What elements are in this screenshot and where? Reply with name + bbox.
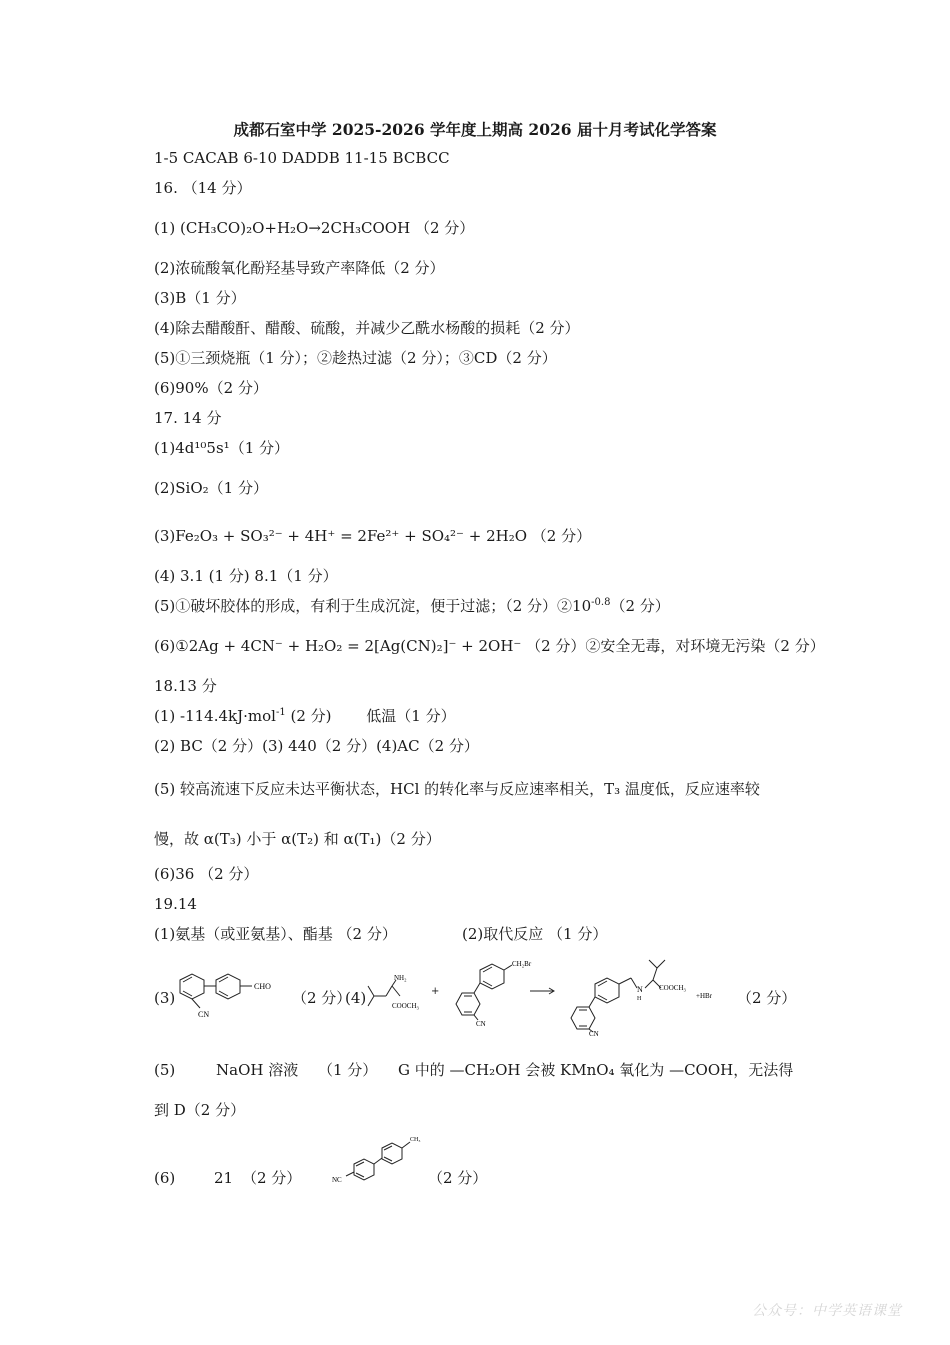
q19-part5-score1: （1 分）	[318, 1061, 378, 1079]
q19-part4-reactant1	[366, 972, 434, 1016]
q18-part6: (6)36 （2 分）	[154, 865, 259, 883]
q19-part4-score: （2 分）	[737, 989, 797, 1007]
q18-part1-extra: 低温（1 分）	[366, 707, 456, 725]
q18-part1-text: (1) -114.4kJ·mol	[154, 707, 276, 725]
q17-part5	[154, 596, 670, 616]
q16-part6: (6)90%（2 分）	[154, 379, 268, 397]
q17-part2-value: SiO₂	[175, 479, 209, 497]
q17-part5-score: （2 分）	[610, 597, 670, 615]
q18-part5-line2: 慢，故 α(T₃) 小于 α(T₂) 和 α(T₁)（2 分）	[154, 830, 441, 848]
q19-part6-score2: （2 分）	[428, 1169, 488, 1187]
q19-part3-score: （2 分）	[292, 989, 352, 1007]
cn-label: CN	[198, 1010, 210, 1019]
q17-part1-label: (1)	[154, 439, 176, 457]
ch2br-label: CH₂Br	[512, 960, 532, 968]
q16-part2: (2)浓硫酸氧化酚羟基导致产率降低（2 分）	[154, 259, 445, 277]
q17-header: 17. 14 分	[154, 409, 222, 427]
q18-parts-2-4: (2) BC（2 分）(3) 440（2 分）(4)AC（2 分）	[154, 737, 479, 755]
q19-part5-line2: 到 D（2 分）	[154, 1101, 246, 1119]
q17-part6	[154, 636, 825, 656]
q18-header: 18.13 分	[154, 677, 217, 695]
q18-part5-line1: (5) 较高流速下反应未达平衡状态，HCl 的转化率与反应速率相关，T₃ 温度低，反应速率较	[154, 780, 760, 798]
q19-part6-label: (6)	[154, 1169, 176, 1187]
q19-part4-product	[553, 950, 733, 1036]
cooch3-label-2: COOCH₃	[659, 984, 686, 992]
h-label: H	[637, 996, 642, 1002]
q19-part5-reagent: NaOH 溶液	[216, 1061, 299, 1079]
q19-part5-label: (5)	[154, 1061, 176, 1079]
q18-part1	[154, 706, 456, 726]
q16-part1-score: （2 分）	[414, 219, 475, 237]
q18-part1-score: (2 分)	[285, 707, 332, 725]
q17-part3-equation: Fe₂O₃ + SO₃²⁻ + 4H⁺ = 2Fe²⁺ + SO₄²⁻ + 2H₂O	[175, 527, 528, 545]
nc-label: NC	[332, 1176, 342, 1184]
q17-part5-text: (5)①破坏胶体的形成，有利于生成沉淀，便于过滤；（2 分）②10	[154, 597, 592, 615]
q16-part4: (4)除去醋酸酐、醋酸、硫酸，并减少乙酰水杨酸的损耗（2 分）	[154, 319, 580, 337]
q18-part1-exponent: -1	[275, 707, 286, 718]
q19-part1: (1)氨基（或亚氨基）、酯基 （2 分）	[154, 925, 397, 943]
q17-part6-equation: 2Ag + 4CN⁻ + H₂O₂ = 2[Ag(CN)₂]⁻ + 2OH⁻	[188, 637, 522, 655]
page-title: 成都石室中学 2025-2026 学年度上期高 2026 届十月考试化学答案	[233, 120, 717, 139]
plus-sign: +	[431, 986, 440, 997]
q16-header: 16. （14 分）	[154, 179, 252, 197]
q17-part2-score: （1 分）	[208, 479, 268, 497]
q19-part6-score1: （2 分）	[242, 1169, 302, 1187]
q17-part3	[154, 526, 591, 546]
q19-part4-reactant2	[438, 958, 532, 1028]
q17-part1-score: （1 分）	[229, 439, 289, 457]
q17-part1	[154, 438, 289, 458]
q19-part4-label: (4)	[345, 989, 367, 1007]
ch3-label: CH₃	[410, 1137, 421, 1143]
q17-part5-exponent: -0.8	[591, 597, 611, 608]
nh-label: N	[637, 985, 643, 994]
q16-part5: (5)①三颈烧瓶（1 分）；②趁热过滤（2 分）；③CD（2 分）	[154, 349, 557, 367]
q19-part6-structure	[330, 1130, 430, 1190]
q19-part2: (2)取代反应 （1 分）	[462, 925, 608, 943]
q16-part1-equation: (CH₃CO)₂O+H₂O→2CH₃COOH	[180, 219, 411, 237]
q19-part3-label: (3)	[154, 989, 176, 1007]
q17-part3-label: (3)	[154, 527, 176, 545]
nh2-label: NH₂	[394, 974, 407, 982]
q17-part2	[154, 478, 268, 498]
mc-answers: 1-5 CACAB 6-10 DADDB 11-15 BCBCC	[154, 149, 450, 167]
q19-header: 19.14	[154, 895, 197, 913]
q16-part1	[154, 218, 474, 238]
hbr-label: +HBr	[696, 992, 713, 1000]
cho-label: CHO	[254, 982, 271, 991]
q17-part1-config: 4d¹⁰5s¹	[175, 439, 230, 457]
q19-part3-structure	[172, 968, 282, 1022]
q16-part3: (3)B（1 分）	[154, 289, 246, 307]
q16-part1-label: (1)	[154, 219, 176, 237]
cn-label-2: CN	[476, 1020, 486, 1028]
q17-part4: (4) 3.1 (1 分) 8.1（1 分）	[154, 567, 338, 585]
q19-part6-value: 21	[214, 1169, 234, 1187]
cn-label-3: CN	[589, 1030, 599, 1038]
q17-part2-label: (2)	[154, 479, 176, 497]
q19-part5-text: G 中的 —CH₂OH 会被 KMnO₄ 氧化为 —COOH，无法得	[398, 1061, 794, 1079]
q17-part3-score: （2 分）	[531, 527, 592, 545]
cooch3-label: COOCH₃	[392, 1002, 419, 1010]
q17-part6-score: （2 分）②安全无毒，对环境无污染（2 分）	[526, 637, 825, 655]
q17-part6-label: (6)①	[154, 637, 189, 655]
watermark: 公众号：中学英语课堂	[752, 1303, 902, 1319]
